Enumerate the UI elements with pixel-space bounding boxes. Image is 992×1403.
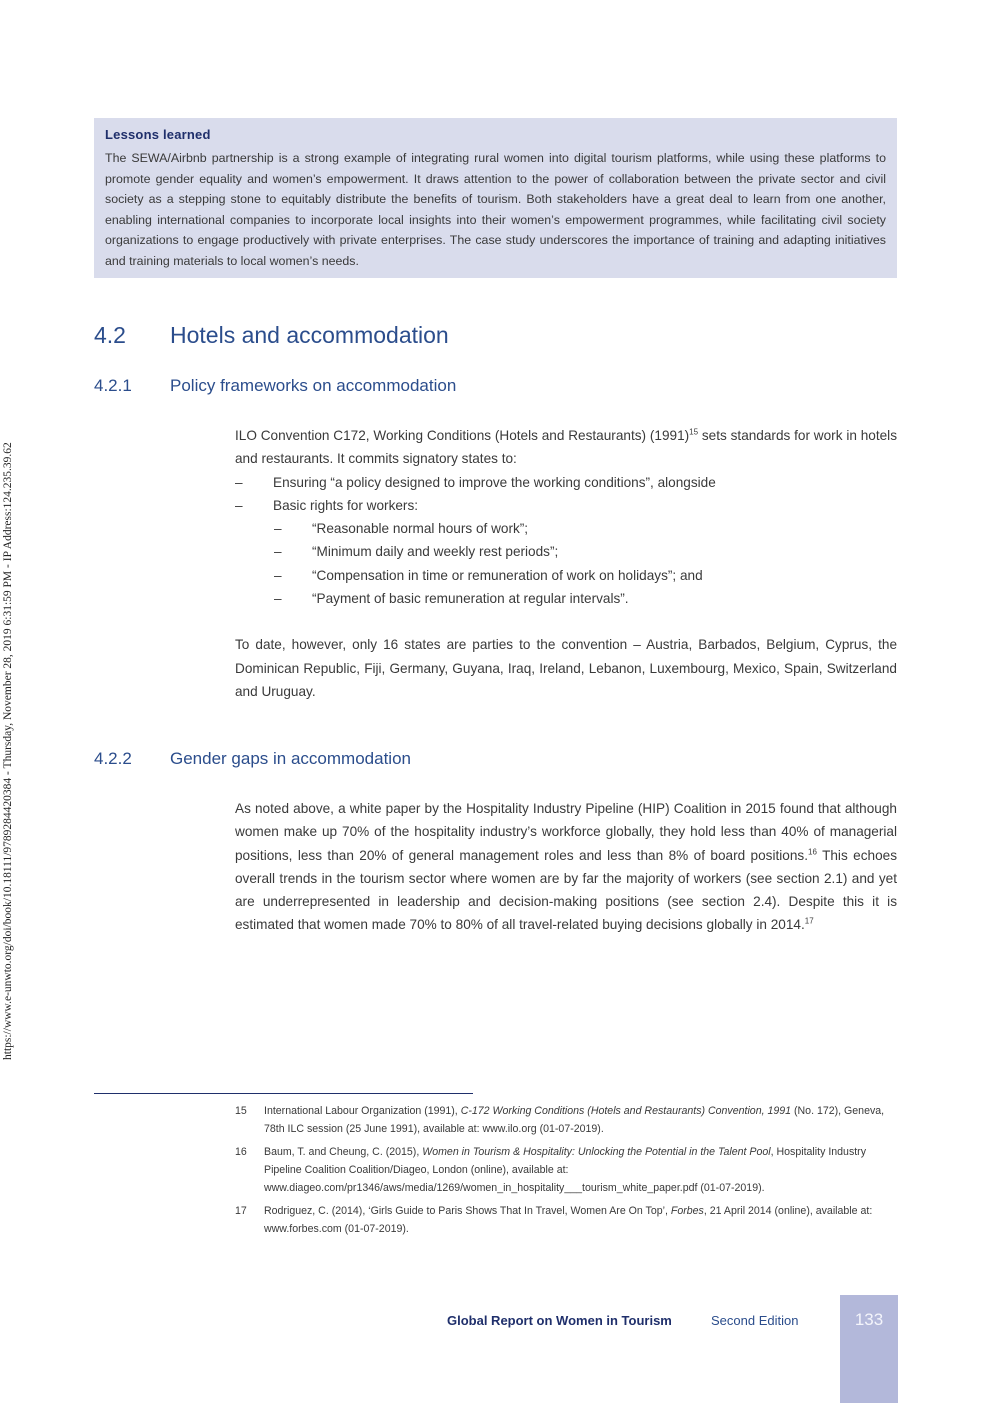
sub-list-item <box>235 540 897 563</box>
footnote-number: 15 <box>235 1105 247 1117</box>
dash-bullet: – <box>274 521 282 537</box>
footnote-text <box>264 1102 897 1138</box>
report-title: Global Report on Women in Tourism <box>447 1313 672 1328</box>
footnote-text-part: International Labour Organization (1991), <box>264 1105 461 1117</box>
list-item-text: Basic rights for workers: <box>273 497 419 513</box>
dash-bullet: – <box>235 474 243 490</box>
sub-list-item <box>235 587 897 610</box>
footnote-divider <box>94 1093 473 1094</box>
sub-list-item <box>235 517 897 540</box>
footnote-number: 16 <box>235 1146 247 1158</box>
sub-list-item <box>235 564 897 587</box>
policy-frameworks-text <box>235 424 897 703</box>
sub-list-item-text: “Minimum daily and weekly rest periods”; <box>312 544 559 560</box>
footnote-text-part: , 21 April 2014 (online), available at: www.forbes.com (01-07-2019). <box>264 1205 873 1235</box>
dash-bullet: – <box>235 497 243 513</box>
footnote-text <box>264 1143 897 1197</box>
list-item-text: Ensuring “a policy designed to improve the working conditions”, alongside <box>273 474 716 490</box>
footnote-item <box>235 1102 897 1138</box>
intro-paragraph <box>235 424 897 471</box>
page-number: 133 <box>854 1310 884 1329</box>
footnotes <box>235 1102 897 1243</box>
gender-gaps-text <box>235 797 897 937</box>
dash-bullet: – <box>274 591 282 607</box>
footnote-ref[interactable]: 17 <box>804 916 814 926</box>
footnote-item <box>235 1202 897 1238</box>
dash-bullet: – <box>274 567 282 583</box>
lessons-learned-body: The SEWA/Airbnb partnership is a strong example of integrating rural women into digital tourism platforms, while using these platforms to promote gender equality and women’s empowerment. It draws attention to the power of collaboration between the private sector and civil society as a stepping stone to equitably distribute the benefits of tourism. Both stakeholders have a great deal to learn from one another, enabling international companies to incorporate local insights into their women’s empowerment programmes, while facilitating civil society organizations to engage productively with private enterprises. The case study underscores the importance of training and adapting initiatives and training materials to local women’s needs. <box>105 151 886 268</box>
footnote-title: C-172 Working Conditions (Hotels and Restaurants) Convention, 1991 <box>460 1105 792 1117</box>
intro-text: ILO Convention C172, Working Conditions (Hotels and Restaurants) (1991) <box>235 428 690 443</box>
sub-list-item-text: “Reasonable normal hours of work”; <box>312 521 529 537</box>
paragraph-text-cont: This echoes overall trends in the tourism sector where women are by far the majority of workers (see section 2.1) and yet are underrepresented in leadership and decision-making positions (see section 2.4). Despite this it is estimated that women made 70% to 80% of all travel-related buying decisions globally in 2014. <box>235 847 897 933</box>
section-number: 4.2 <box>94 322 126 348</box>
intro-text-cont: sets standards for work in hotels and restaurants. It commits signatory states to: <box>235 428 897 467</box>
page-number-tab <box>840 1295 898 1403</box>
sub-list-item-text: “Compensation in time or remuneration of work on holidays”; and <box>312 567 703 583</box>
edition-label: Second Edition <box>711 1313 799 1328</box>
footnote-title: Women in Tourism & Hospitality: Unlocking the Potential in the Talent Pool <box>422 1146 771 1158</box>
list-item <box>235 471 897 494</box>
section-heading-4-2 <box>94 322 449 349</box>
subsection-heading-4-2-2 <box>94 749 411 769</box>
lessons-learned-box <box>94 118 897 278</box>
list-item <box>235 494 897 517</box>
section-title: Hotels and accommodation <box>170 322 449 348</box>
sub-list-item-text: “Payment of basic remuneration at regular intervals”. <box>312 591 629 607</box>
subsection-heading-4-2-1 <box>94 376 456 396</box>
footnote-text-part: (No. 172), Geneva, 78th ILC session (25 June 1991), available at: www.ilo.org (01-07-2019). <box>264 1105 885 1135</box>
gender-gaps-paragraph <box>235 797 897 937</box>
footnote-text-part: Rodriguez, C. (2014), ‘Girls Guide to Paris Shows That In Travel, Women Are On Top’, <box>264 1205 671 1217</box>
subsection-number: 4.2.1 <box>94 376 132 395</box>
lessons-learned-title: Lessons learned <box>105 127 211 142</box>
access-stamp: https://www.e-unwto.org/doi/book/10.18111/9789284420384 - Thursday, November 28, 2019 6:31:59 PM - IP Address:124.235.39.62 <box>2 442 14 1060</box>
subsection-title: Policy frameworks on accommodation <box>170 376 457 395</box>
paragraph-text: As noted above, a white paper by the Hospitality Industry Pipeline (HIP) Coalition in 2015 found that although women make up 70% of the hospitality industry’s workforce globally, they hold less than 40% of managerial positions, less than 20% of general management roles and less than 8% of board positions. <box>235 801 897 863</box>
dash-bullet: – <box>274 544 282 560</box>
subsection-number: 4.2.2 <box>94 749 132 768</box>
footnote-title: Forbes <box>670 1205 704 1217</box>
footnote-ref[interactable]: 15 <box>689 427 699 437</box>
closing-paragraph: To date, however, only 16 states are parties to the convention – Austria, Barbados, Belgium, Cyprus, the Dominican Republic, Fiji, Germany, Guyana, Iraq, Ireland, Lebanon, Luxembourg, Mexico, Spain, Switzerland and Uruguay. <box>235 637 897 699</box>
subsection-title: Gender gaps in accommodation <box>170 749 411 768</box>
footnote-text-part: , Hospitality Industry Pipeline Coalition Coalition/Diageo, London (online), available at: www.diageo.com/pr1346/aws/media/1269/women_in_hospitality___tourism_white_paper.pdf (01-07-2019). <box>264 1146 867 1194</box>
footnote-text <box>264 1202 897 1238</box>
footnote-item <box>235 1143 897 1197</box>
footnote-number: 17 <box>235 1205 247 1217</box>
footnote-ref[interactable]: 16 <box>808 847 817 857</box>
footnote-text-part: Baum, T. and Cheung, C. (2015), <box>264 1146 423 1158</box>
